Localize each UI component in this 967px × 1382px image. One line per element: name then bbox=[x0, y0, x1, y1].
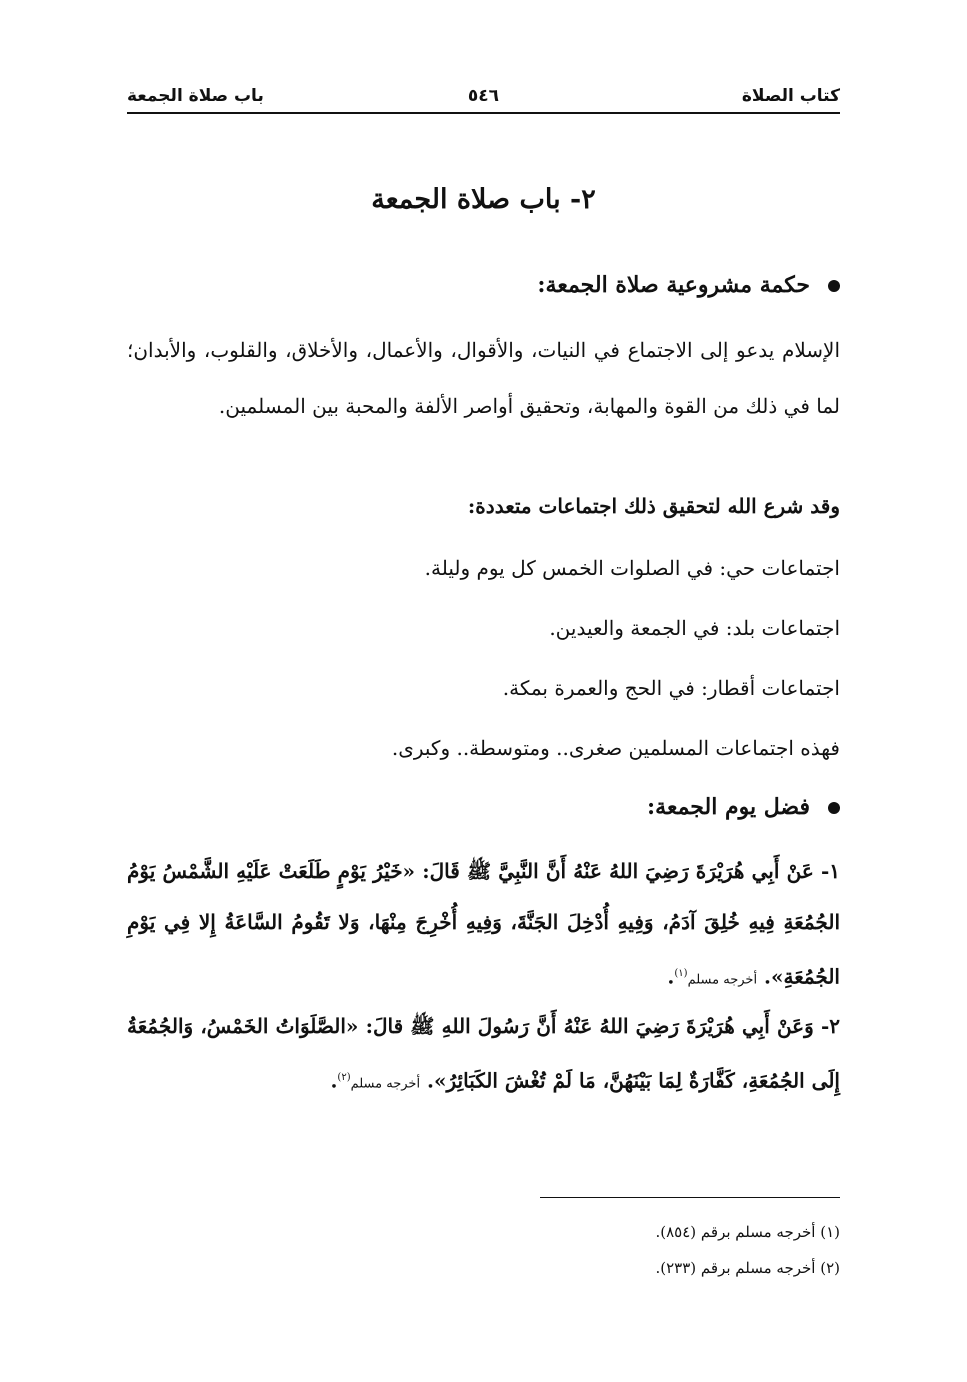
footnote-ref[interactable]: (١) bbox=[674, 968, 688, 979]
gathering-item: اجتماعات أقطار: في الحج والعمرة بمكة. bbox=[502, 676, 840, 700]
running-header bbox=[127, 86, 840, 112]
hadith-end: . bbox=[330, 1068, 338, 1093]
bullet-icon bbox=[828, 802, 840, 814]
chapter-title: ٢- باب صلاة الجمعة bbox=[371, 184, 596, 215]
footnote: (١) أخرجه مسلم برقم (٨٥٤). bbox=[655, 1223, 840, 1241]
header-section-title: باب صلاة الجمعة bbox=[127, 86, 264, 106]
intro-paragraph: الإسلام يدعو إلى الاجتماع في النيات، والأقوال، والأعمال، والأخلاق، والقلوب، والأبدان؛ لما في ذلك من القوة والمهابة، وتحقيق أواصر الألفة والمحبة بين المسلمين. bbox=[127, 338, 840, 418]
footnote-divider bbox=[540, 1197, 840, 1198]
section-heading-wisdom bbox=[537, 272, 840, 298]
hadith-text: وَعَنْ أَبِي هُرَيْرَةَ رَضِيَ اللهُ عَنْهُ أَنَّ رَسُولَ اللهِ ﷺ قالَ: «الصَّلَوَاتُ الخَمْسُ، وَالجُمُعَةُ إِلَى الجُمُعَةِ، كَفَّارَةٌ لِمَا بَيْنَهُنَّ، مَا لَمْ تُغْشَ الكَبَائِرُ». bbox=[127, 1014, 840, 1093]
hadith-end: . bbox=[667, 964, 675, 989]
hadith-number: ١- bbox=[820, 859, 841, 883]
gathering-item: اجتماعات حي: في الصلوات الخمس كل يوم وليلة. bbox=[424, 556, 840, 580]
hadith-1 bbox=[127, 846, 840, 1006]
gatherings-conclusion: فهذه اجتماعات المسلمين صغرى.. ومتوسطة.. وكبرى. bbox=[391, 736, 840, 760]
gatherings-lead: وقد شرع الله لتحقيق ذلك اجتماعات متعددة: bbox=[467, 494, 840, 518]
section-heading-virtue bbox=[647, 794, 840, 820]
footnote-ref[interactable]: (٢) bbox=[337, 1072, 351, 1083]
header-page-number: ٥٤٦ bbox=[467, 86, 500, 106]
header-divider bbox=[127, 112, 840, 114]
bullet-icon bbox=[828, 280, 840, 292]
hadith-source: أخرجه مسلم bbox=[350, 1076, 421, 1092]
section-heading-text: فضل يوم الجمعة: bbox=[647, 794, 810, 820]
hadith-2 bbox=[127, 1001, 840, 1110]
hadith-source: أخرجه مسلم bbox=[687, 972, 758, 988]
header-book-title: كتاب الصلاة bbox=[741, 86, 840, 106]
hadith-text: عَنْ أَبِي هُرَيْرَةَ رَضِيَ اللهُ عَنْهُ أَنَّ النَّبِيَّ ﷺ قَالَ: «خَيْرُ يَوْمٍ طَلَعَتْ عَلَيْهِ الشَّمْسُ يَوْمُ الجُمُعَةِ فِيهِ خُلِقَ آدَمُ، وَفِيهِ أُدْخِلَ الجَنَّةَ، وَفِيهِ أُخْرِجَ مِنْهَا، وَلا تَقُومُ السَّاعَةُ إِلا فِي يَوْمِ الجُمُعَةِ». bbox=[127, 859, 840, 989]
footnote: (٢) أخرجه مسلم برقم (٢٣٣). bbox=[655, 1259, 840, 1277]
hadith-number: ٢- bbox=[820, 1014, 840, 1038]
section-heading-text: حكمة مشروعية صلاة الجمعة: bbox=[537, 272, 810, 298]
gathering-item: اجتماعات بلد: في الجمعة والعيدين. bbox=[549, 616, 840, 640]
